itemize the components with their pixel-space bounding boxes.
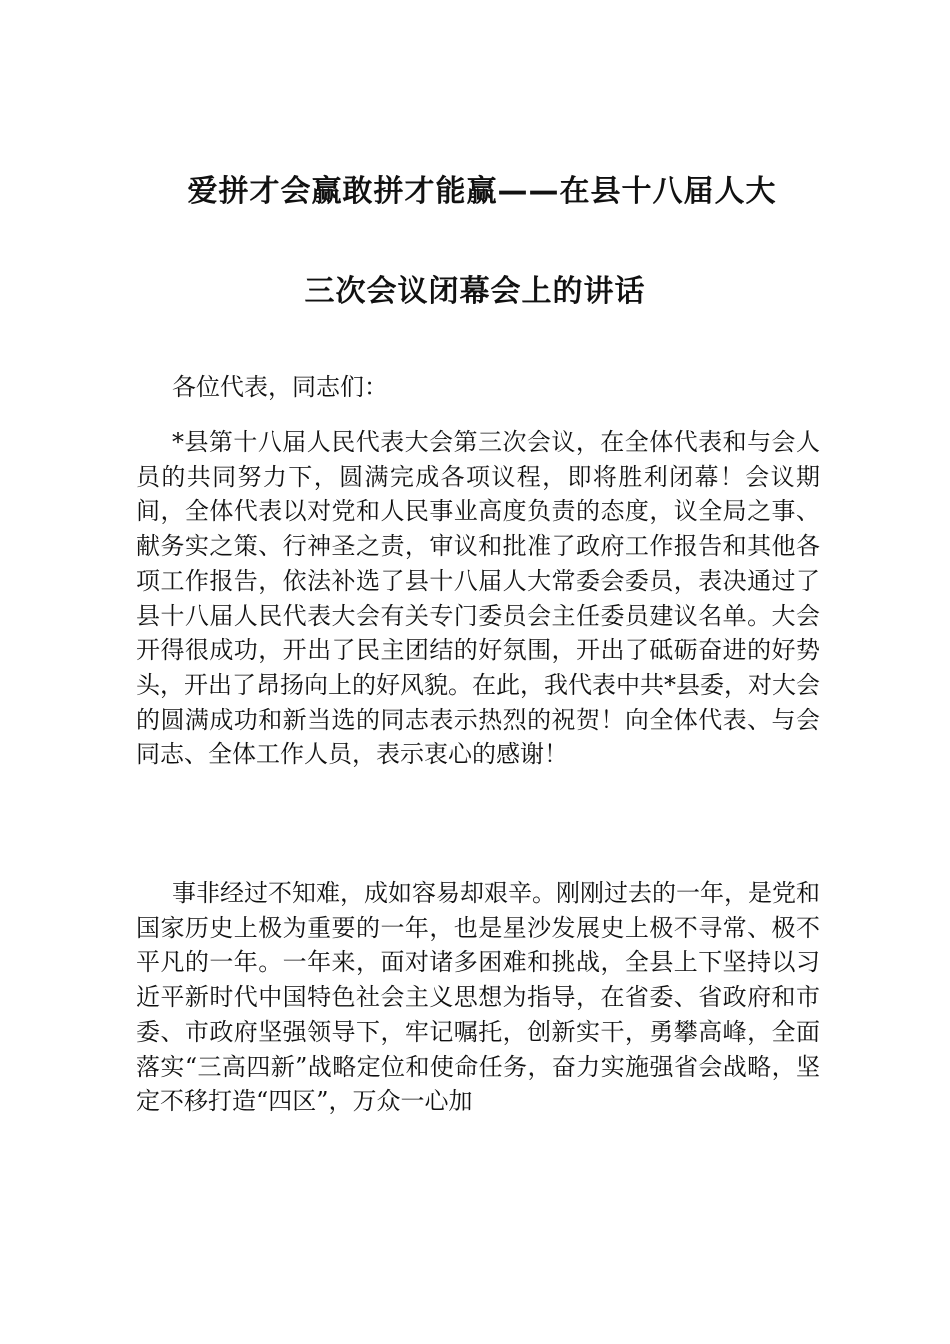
paragraph-2: 事非经过不知难，成如容易却艰辛。刚刚过去的一年，是党和国家历史上极为重要的一年，也是星沙发展史上极不寻常、极不平凡的一年。一年来，面对诸多困难和挑战，全县上下坚持以习近平新时代中国特色社会主义思想为指导，在省委、省政府和市委、市政府坚强领导下，牢记嘱托，创新实干，勇攀高峰，全面落实“三高四新”战略定位和使命任务，奋力实施强省会战略，坚定不移打造“四区”，万众一心加 bbox=[136, 879, 820, 1116]
document-title-line-1: 爱拼才会赢敢拼才能赢——在县十八届人大 bbox=[187, 174, 777, 209]
paragraph-1: *县第十八届人民代表大会第三次会议，在全体代表和与会人员的共同努力下，圆满完成各项议程，即将胜利闭幕！会议期间，全体代表以对党和人民事业高度负责的态度，议全局之事、献务实之策、行神圣之责，审议和批准了政府工作报告和其他各项工作报告，依法补选了县十八届人大常委会委员，表决通过了县十八届人民代表大会有关专门委员会主任委员建议名单。大会开得很成功，开出了民主团结的好氛围，开出了砥砺奋进的好势头，开出了昂扬向上的好风貌。在此，我代表中共*县委，对大会的圆满成功和新当选的同志表示热烈的祝贺！向全体代表、与会同志、全体工作人员，表示衷心的感谢！ bbox=[136, 428, 820, 769]
salutation: 各位代表，同志们： bbox=[172, 373, 388, 401]
document-title-line-2: 三次会议闭幕会上的讲话 bbox=[304, 274, 646, 309]
